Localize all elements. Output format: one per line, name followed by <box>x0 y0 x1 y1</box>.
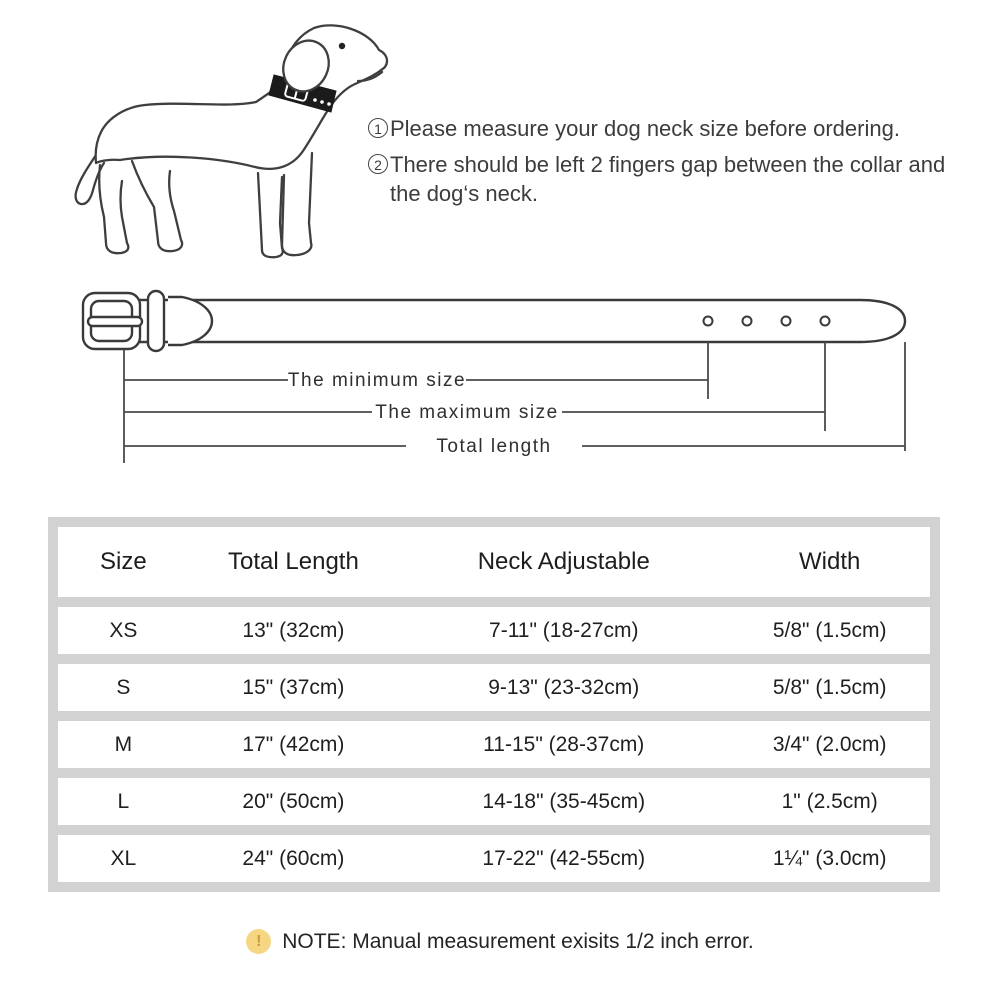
collar-diagram-svg <box>60 285 950 470</box>
cell-total-length: 15" (37cm) <box>242 675 345 699</box>
cell-size: M <box>114 732 133 756</box>
cell-size: XL <box>110 846 137 870</box>
instruction-text-2: There should be left 2 fingers gap between the collar and the dog‘s neck. <box>390 152 946 206</box>
dog-near-hind-leg <box>132 161 182 251</box>
cell-neck-adjustable: 17-22" (42-55cm) <box>482 846 646 870</box>
dog-far-front-leg <box>258 173 283 257</box>
header-cell-size: Size <box>100 548 147 575</box>
table-header-row <box>58 527 930 597</box>
collar-measurement-diagram <box>60 285 950 470</box>
dog-near-front-leg <box>282 153 312 255</box>
dog-illustration <box>70 15 400 280</box>
cell-neck-adjustable: 11-15" (28-37cm) <box>483 732 645 756</box>
table-row-xs <box>58 607 930 654</box>
header-cell-width: Width <box>799 548 861 575</box>
header-cell-total-length: Total Length <box>228 548 359 575</box>
cell-total-length: 24" (60cm) <box>242 846 345 870</box>
dog-eye <box>339 43 345 49</box>
dog-far-hind-leg <box>99 165 128 253</box>
table-row-m <box>58 721 930 768</box>
cell-width: 3/4" (2.0cm) <box>772 732 887 756</box>
max-size-label: The maximum size <box>375 402 559 423</box>
cell-size: S <box>116 675 131 699</box>
collar-keeper <box>148 291 164 351</box>
note <box>0 929 1000 954</box>
cell-total-length: 13" (32cm) <box>242 618 345 642</box>
cell-size: L <box>117 789 130 813</box>
cell-total-length: 17" (42cm) <box>242 732 345 756</box>
circled-number-1-icon: 1 <box>368 118 388 138</box>
exclamation-icon: ! <box>246 929 271 954</box>
cell-width: 5/8" (1.5cm) <box>772 618 887 642</box>
size-table <box>48 517 940 892</box>
instructions <box>368 114 978 215</box>
cell-width: 1¼" (3.0cm) <box>772 846 887 870</box>
instruction-item-2 <box>368 150 978 208</box>
table-row-l <box>58 778 930 825</box>
collar-buckle-prong <box>88 317 142 326</box>
cell-width: 1" (2.5cm) <box>781 789 878 813</box>
cell-neck-adjustable: 7-11" (18-27cm) <box>489 618 639 642</box>
cell-total-length: 20" (50cm) <box>242 789 345 813</box>
instruction-text-1: Please measure your dog neck size before ordering. <box>390 116 900 141</box>
cell-width: 5/8" (1.5cm) <box>772 675 887 699</box>
total-length-label: Total length <box>436 436 552 457</box>
cell-neck-adjustable: 9-13" (23-32cm) <box>488 675 640 699</box>
note-text: NOTE: Manual measurement exisits 1/2 inch error. <box>282 929 754 953</box>
table-row-xl <box>58 835 930 882</box>
dog-drawing-svg <box>70 15 400 280</box>
table-row-s <box>58 664 930 711</box>
instruction-item-1 <box>368 114 978 143</box>
header-cell-neck-adjustable: Neck Adjustable <box>477 548 650 575</box>
circled-number-2-icon: 2 <box>368 154 388 174</box>
min-size-label: The minimum size <box>287 370 467 391</box>
cell-neck-adjustable: 14-18" (35-45cm) <box>482 789 646 813</box>
cell-size: XS <box>109 618 138 642</box>
